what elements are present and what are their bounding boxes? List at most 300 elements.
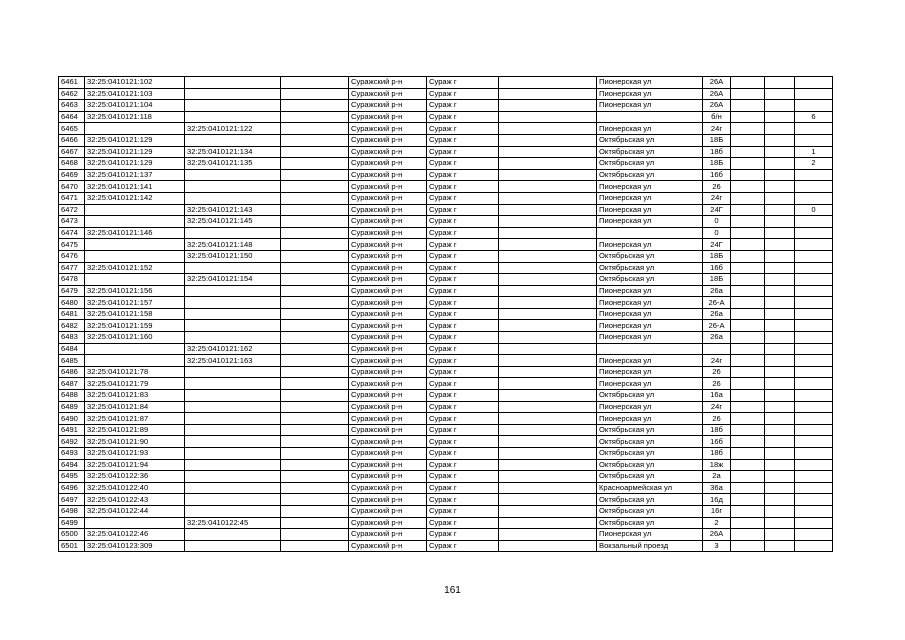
table-cell: Пионерская ул [597,308,703,320]
table-cell [185,100,281,112]
table-cell [765,332,795,344]
table-cell: 32:25:0410121:118 [85,111,185,123]
table-row [59,471,833,483]
table-cell [765,111,795,123]
table-cell [185,77,281,89]
table-cell: 6483 [59,332,85,344]
table-cell: 6489 [59,401,85,413]
table-cell: 32:25:0410123:309 [85,540,185,552]
table-cell [795,413,833,425]
table-cell [281,471,349,483]
table-cell [499,169,597,181]
table-cell [731,343,765,355]
table-cell: Вокзальный проезд [597,540,703,552]
table-cell: 32:25:0410122:46 [85,529,185,541]
table-cell: 16а [703,390,731,402]
table-cell [765,459,795,471]
table-cell [765,239,795,251]
table-cell: 26 [703,413,731,425]
table-cell [281,216,349,228]
table-cell: Суражский р-н [349,192,427,204]
table-cell [499,146,597,158]
table-cell [765,529,795,541]
table-cell: 6485 [59,355,85,367]
table-cell [765,227,795,239]
table-cell [499,529,597,541]
table-cell [281,505,349,517]
table-cell: 6468 [59,158,85,170]
table-cell: Суражский р-н [349,529,427,541]
table-row [59,192,833,204]
table-cell [185,320,281,332]
table-cell [765,424,795,436]
table-cell [499,158,597,170]
table-cell [731,540,765,552]
table-cell: Суражский р-н [349,308,427,320]
table-cell: 32:25:0410121:159 [85,320,185,332]
table-cell [795,285,833,297]
table-cell: Сураж г [427,123,499,135]
table-cell: Пионерская ул [597,123,703,135]
table-cell [85,343,185,355]
table-cell: 32:25:0410121:78 [85,366,185,378]
table-cell [731,297,765,309]
table-cell: 6495 [59,471,85,483]
table-cell [499,262,597,274]
table-cell: Октябрьская ул [597,169,703,181]
table-cell: 18Б [703,250,731,262]
table-cell: Октябрьская ул [597,448,703,460]
table-cell [185,192,281,204]
table-cell [281,262,349,274]
table-cell: 26А [703,100,731,112]
table-cell: 6465 [59,123,85,135]
table-row [59,366,833,378]
table-cell: 6497 [59,494,85,506]
table-cell: 32:25:0410121:156 [85,285,185,297]
table-cell [765,355,795,367]
table-cell [731,401,765,413]
table-cell [499,308,597,320]
table-cell [499,239,597,251]
table-cell [795,320,833,332]
table-cell [795,529,833,541]
table-cell [281,308,349,320]
table-cell: 32:25:0410122:36 [85,471,185,483]
table-cell: 6493 [59,448,85,460]
table-cell: 32:25:0410121:87 [85,413,185,425]
table-cell [795,332,833,344]
table-cell: 26а [703,308,731,320]
table-cell [765,401,795,413]
table-cell [765,505,795,517]
table-cell: 6494 [59,459,85,471]
table-cell [795,262,833,274]
table-cell: Суражский р-н [349,227,427,239]
table-cell [765,216,795,228]
table-cell: 6499 [59,517,85,529]
table-cell [499,366,597,378]
table-cell: Суражский р-н [349,424,427,436]
table-row [59,378,833,390]
table-cell [185,111,281,123]
table-cell: Сураж г [427,413,499,425]
table-cell: Суражский р-н [349,77,427,89]
table-cell [795,227,833,239]
table-cell [499,227,597,239]
table-cell: 6463 [59,100,85,112]
table-row [59,181,833,193]
table-cell: 6472 [59,204,85,216]
table-cell: 6486 [59,366,85,378]
table-cell: 16б [703,262,731,274]
table-cell: 6484 [59,343,85,355]
table-cell [765,77,795,89]
table-cell: Октябрьская ул [597,459,703,471]
table-cell [281,366,349,378]
table-cell: 32:25:0410121:102 [85,77,185,89]
table-cell [731,77,765,89]
table-cell: Октябрьская ул [597,158,703,170]
table-cell: 6 [795,111,833,123]
table-cell: Сураж г [427,227,499,239]
table-cell: 32:25:0410121:129 [85,158,185,170]
table-cell [731,332,765,344]
table-cell [185,134,281,146]
table-cell [731,123,765,135]
table-cell [85,239,185,251]
table-cell [731,390,765,402]
table-cell: 32:25:0410121:103 [85,88,185,100]
table-cell: Сураж г [427,146,499,158]
table-cell [731,111,765,123]
table-cell: Суражский р-н [349,158,427,170]
table-cell [795,355,833,367]
table-row [59,123,833,135]
table-cell [731,134,765,146]
table-cell [281,146,349,158]
table-cell [765,250,795,262]
table-cell: 6474 [59,227,85,239]
table-cell [281,77,349,89]
table-cell: Сураж г [427,332,499,344]
table-cell [499,540,597,552]
table-cell [795,494,833,506]
table-cell [597,111,703,123]
table-cell: 32:25:0410121:129 [85,134,185,146]
table-cell [281,343,349,355]
table-cell: 6480 [59,297,85,309]
table-cell [765,297,795,309]
table-cell [795,250,833,262]
table-row [59,494,833,506]
table-row [59,169,833,181]
table-cell [281,227,349,239]
table-cell: 32:25:0410122:40 [85,482,185,494]
table-cell: Суражский р-н [349,274,427,286]
table-cell [731,204,765,216]
table-cell: Суражский р-н [349,401,427,413]
table-row [59,424,833,436]
table-cell: Сураж г [427,320,499,332]
table-cell [731,413,765,425]
table-cell [499,436,597,448]
table-cell: Сураж г [427,239,499,251]
table-cell: Пионерская ул [597,332,703,344]
table-cell [499,123,597,135]
table-cell [499,250,597,262]
table-cell [281,297,349,309]
table-cell [281,181,349,193]
table-cell [185,459,281,471]
table-cell: Октябрьская ул [597,146,703,158]
table-cell: Сураж г [427,285,499,297]
table-row [59,308,833,320]
table-cell: Сураж г [427,77,499,89]
table-cell [795,216,833,228]
table-cell [765,181,795,193]
table-cell [731,320,765,332]
table-cell [731,505,765,517]
table-cell [185,401,281,413]
table-cell: 3 [703,540,731,552]
table-cell: 0 [795,204,833,216]
table-row [59,517,833,529]
table-cell [795,505,833,517]
table-cell [499,413,597,425]
table-cell [765,517,795,529]
table-cell: 6488 [59,390,85,402]
table-cell: 32:25:0410121:93 [85,448,185,460]
table-cell [185,436,281,448]
table-cell: 32:25:0410121:94 [85,459,185,471]
table-cell [185,227,281,239]
table-cell: Суражский р-н [349,355,427,367]
table-row [59,332,833,344]
table-cell [795,343,833,355]
table-cell [795,390,833,402]
table-cell: 6482 [59,320,85,332]
table-cell [499,459,597,471]
table-row [59,146,833,158]
table-cell: Суражский р-н [349,134,427,146]
table-cell: 6481 [59,308,85,320]
table-cell: 32:25:0410122:43 [85,494,185,506]
data-table [58,76,833,552]
table-cell [281,100,349,112]
table-cell: 16б [703,169,731,181]
table-cell: 32:25:0410122:45 [185,517,281,529]
table-cell [795,134,833,146]
table-cell: 32:25:0410121:146 [85,227,185,239]
table-cell [765,390,795,402]
table-cell [281,401,349,413]
table-cell: Сураж г [427,505,499,517]
table-cell [731,424,765,436]
table-cell: Пионерская ул [597,285,703,297]
table-cell: Суражский р-н [349,239,427,251]
table-cell: Суражский р-н [349,378,427,390]
table-cell: 6492 [59,436,85,448]
table-cell [731,366,765,378]
table-cell: 26 [703,366,731,378]
table-cell: Пионерская ул [597,529,703,541]
page-number: 161 [444,585,461,596]
table-cell: Сураж г [427,100,499,112]
table-cell: 6469 [59,169,85,181]
table-cell: Сураж г [427,88,499,100]
table-cell [185,540,281,552]
table-cell: 6487 [59,378,85,390]
table-cell: 6501 [59,540,85,552]
table-cell: Пионерская ул [597,320,703,332]
table-cell: 18б [703,424,731,436]
table-cell [281,111,349,123]
table-cell [731,239,765,251]
table-cell: Октябрьская ул [597,250,703,262]
table-cell [499,343,597,355]
table-cell: Сураж г [427,424,499,436]
table-cell: Суражский р-н [349,366,427,378]
table-cell [499,216,597,228]
table-cell [185,494,281,506]
table-cell: 26А [703,88,731,100]
table-cell: Пионерская ул [597,204,703,216]
table-cell [765,100,795,112]
table-cell: Сураж г [427,471,499,483]
table-cell [85,204,185,216]
table-cell: Сураж г [427,355,499,367]
table-cell: Октябрьская ул [597,274,703,286]
table-cell [281,378,349,390]
table-cell: 32:25:0410122:44 [85,505,185,517]
table-cell [281,448,349,460]
table-cell: 18ж [703,459,731,471]
table-cell: Суражский р-н [349,448,427,460]
table-row [59,158,833,170]
table-cell: Сураж г [427,366,499,378]
table-cell: Октябрьская ул [597,262,703,274]
table-cell [731,100,765,112]
table-cell [185,505,281,517]
table-cell [281,494,349,506]
table-cell: Сураж г [427,216,499,228]
table-cell [795,308,833,320]
table-cell: Сураж г [427,448,499,460]
table-cell: Суражский р-н [349,100,427,112]
table-row [59,529,833,541]
table-cell: Суражский р-н [349,482,427,494]
table-cell: 32:25:0410121:162 [185,343,281,355]
table-cell: 32:25:0410121:137 [85,169,185,181]
table-cell: 32:25:0410121:158 [85,308,185,320]
table-cell: Сураж г [427,540,499,552]
table-cell: 32:25:0410121:154 [185,274,281,286]
table-cell: Октябрьская ул [597,134,703,146]
table-cell [281,436,349,448]
table-cell: Суражский р-н [349,517,427,529]
table-cell [281,285,349,297]
table-cell [765,158,795,170]
table-cell: 18б [703,146,731,158]
table-row [59,390,833,402]
table-cell: 32:25:0410121:83 [85,390,185,402]
table-cell: 32:25:0410121:84 [85,401,185,413]
table-cell [731,285,765,297]
table-cell [731,192,765,204]
table-cell: Октябрьская ул [597,390,703,402]
table-cell: Сураж г [427,250,499,262]
table-cell [795,297,833,309]
table-cell [499,181,597,193]
table-cell [499,471,597,483]
table-cell: 6490 [59,413,85,425]
table-cell [499,100,597,112]
table-cell: 26а [703,332,731,344]
table-cell [85,216,185,228]
table-cell [281,424,349,436]
table-cell [185,169,281,181]
table-cell [731,378,765,390]
table-cell: 26А [703,529,731,541]
table-cell: Сураж г [427,204,499,216]
table-cell: 32:25:0410121:104 [85,100,185,112]
table-cell [85,123,185,135]
table-cell: 6496 [59,482,85,494]
table-row [59,88,833,100]
table-cell [731,250,765,262]
table-cell [765,413,795,425]
table-cell: Сураж г [427,436,499,448]
table-cell [731,146,765,158]
table-cell [765,146,795,158]
table-cell [499,401,597,413]
table-cell [765,192,795,204]
table-cell [795,192,833,204]
table-cell [795,517,833,529]
table-cell: Суражский р-н [349,332,427,344]
table-cell: 32:25:0410121:142 [85,192,185,204]
table-row [59,436,833,448]
table-cell [765,494,795,506]
table-cell [499,390,597,402]
table-cell [765,134,795,146]
table-cell [731,227,765,239]
table-cell: 26 [703,378,731,390]
table-cell: Сураж г [427,262,499,274]
table-cell: 32:25:0410121:152 [85,262,185,274]
table-cell: Пионерская ул [597,88,703,100]
table-cell [185,308,281,320]
table-cell: Суражский р-н [349,250,427,262]
table-cell [281,192,349,204]
table-cell: Суражский р-н [349,262,427,274]
table-cell [185,285,281,297]
table-cell [731,529,765,541]
table-cell: Суражский р-н [349,88,427,100]
table-cell: Сураж г [427,181,499,193]
table-cell [85,355,185,367]
table-cell [731,262,765,274]
table-cell: Октябрьская ул [597,517,703,529]
table-cell [731,494,765,506]
table-cell [795,274,833,286]
table-cell [731,471,765,483]
table-cell: Сураж г [427,401,499,413]
table-cell [795,366,833,378]
table-cell [499,297,597,309]
table-cell: Сураж г [427,274,499,286]
